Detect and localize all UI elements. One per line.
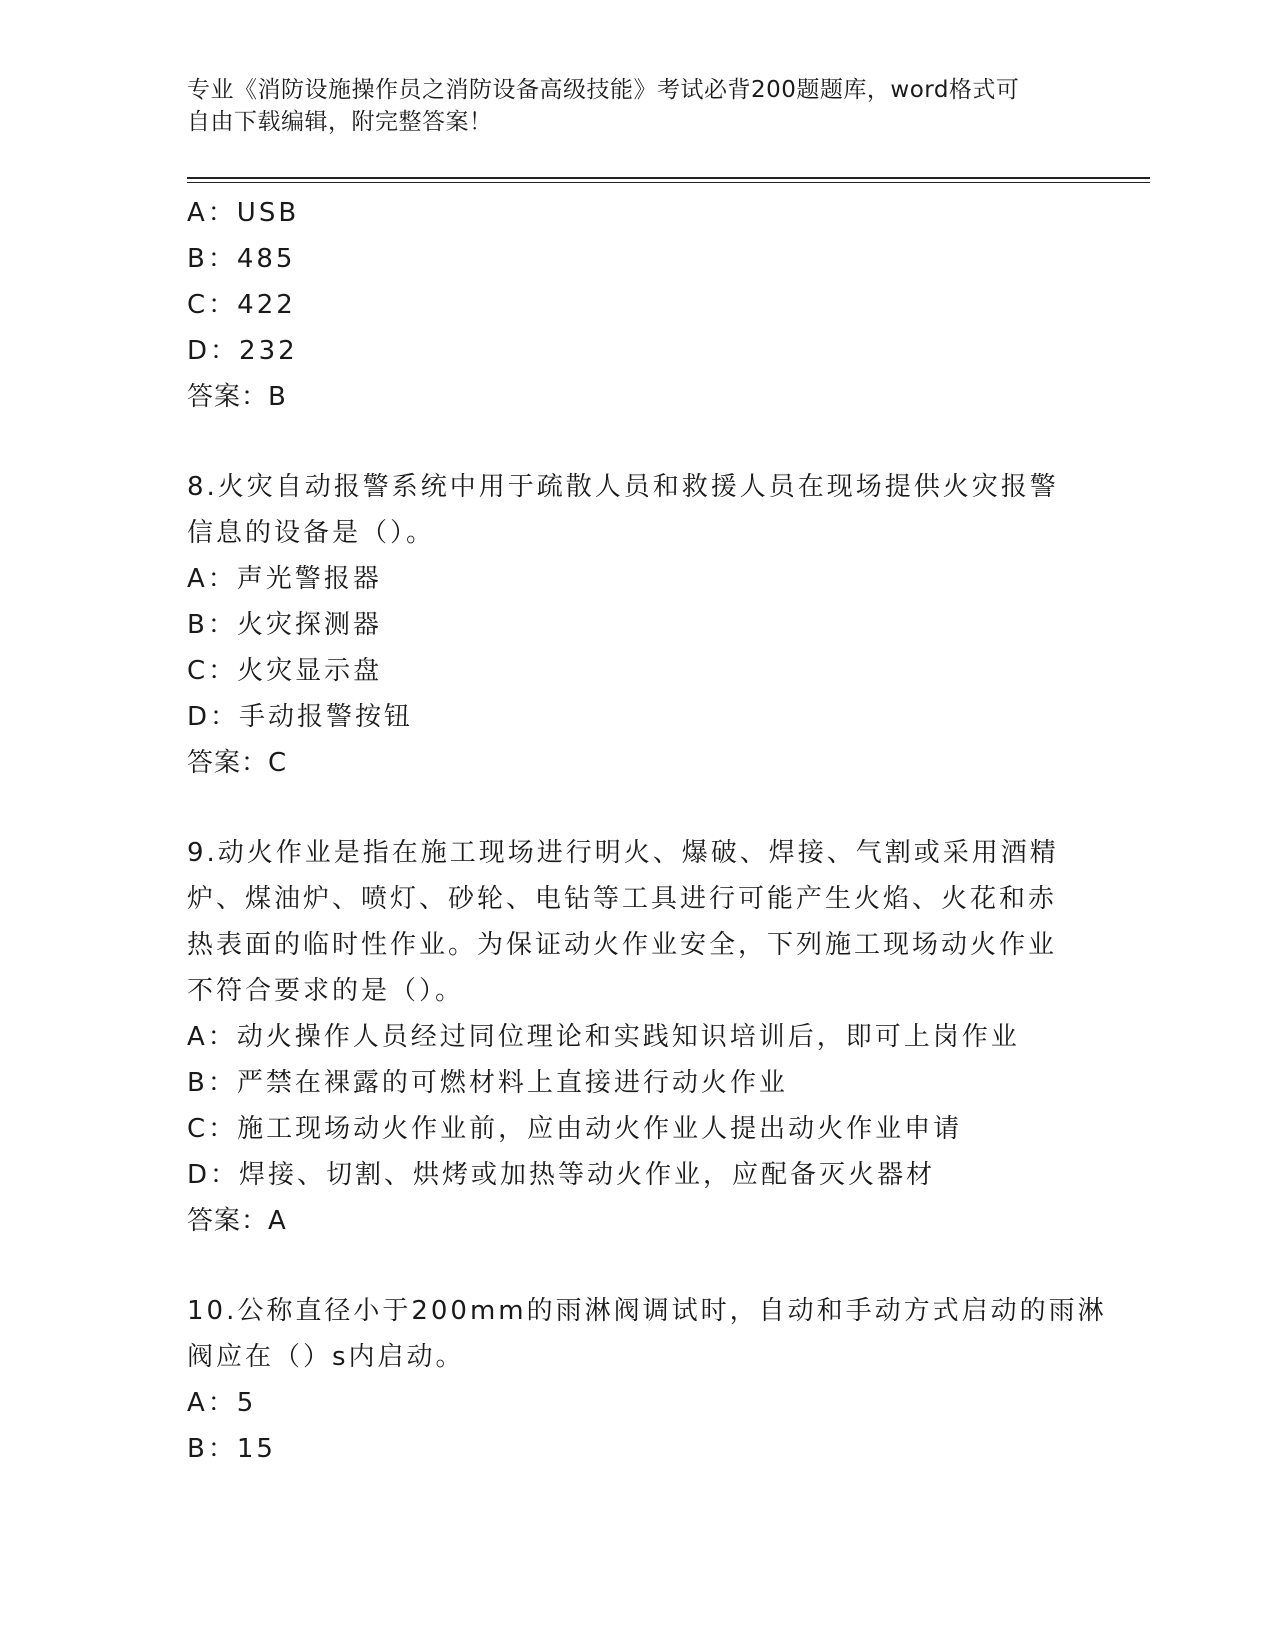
option-b: B：严禁在裸露的可燃材料上直接进行动火作业 <box>187 1068 788 1098</box>
question-stem-line: 热表面的临时性作业。为保证动火作业安全，下列施工现场动火作业 <box>187 930 1058 960</box>
question-stem-line: 信息的设备是（）。 <box>187 518 436 548</box>
header-rule-thin <box>187 182 1150 183</box>
option-b: B：485 <box>187 244 296 274</box>
option-a: A：动火操作人员经过同位理论和实践知识培训后，即可上岗作业 <box>187 1022 1020 1052</box>
option-a: A：声光警报器 <box>187 564 382 594</box>
question-stem-line: 阀应在（）s内启动。 <box>187 1342 465 1372</box>
header-rule-thick <box>187 177 1150 179</box>
option-d: D：手动报警按钮 <box>187 702 414 732</box>
question-stem-line: 8.火灾自动报警系统中用于疏散人员和救援人员在现场提供火灾报警 <box>187 472 1059 502</box>
option-b: B：火灾探测器 <box>187 610 382 640</box>
question-stem-line: 炉、煤油炉、喷灯、砂轮、电钻等工具进行可能产生火焰、火花和赤 <box>187 884 1058 914</box>
option-a: A：USB <box>187 198 300 228</box>
question-stem-line: 10.公称直径小于200mm的雨淋阀调试时，自动和手动方式启动的雨淋 <box>187 1296 1107 1326</box>
answer: 答案：A <box>187 1206 287 1236</box>
question-9 <box>187 830 1087 1244</box>
option-c: C：施工现场动火作业前，应由动火作业人提出动火作业申请 <box>187 1114 963 1144</box>
question-stem-line: 9.动火作业是指在施工现场进行明火、爆破、焊接、气割或采用酒精 <box>187 838 1059 868</box>
option-d: D：焊接、切割、烘烤或加热等动火作业，应配备灭火器材 <box>187 1160 936 1190</box>
question-8 <box>187 464 1087 786</box>
option-a: A：5 <box>187 1388 257 1418</box>
answer: 答案：B <box>187 382 287 412</box>
header-line-1: 专业《消防设施操作员之消防设备高级技能》考试必背200题题库，word格式可 <box>187 77 1020 103</box>
option-d: D：232 <box>187 336 298 366</box>
question-list <box>187 190 1107 1472</box>
option-b: B：15 <box>187 1434 276 1464</box>
question-stem-line: 不符合要求的是（）。 <box>187 976 465 1006</box>
option-c: C：火灾显示盘 <box>187 656 383 686</box>
option-c: C：422 <box>187 290 296 320</box>
header-line-2: 自由下载编辑，附完整答案！ <box>187 109 493 135</box>
question-10 <box>187 1288 1107 1472</box>
question-7 <box>187 190 1087 420</box>
document-header <box>187 74 1087 138</box>
answer: 答案：C <box>187 748 288 778</box>
